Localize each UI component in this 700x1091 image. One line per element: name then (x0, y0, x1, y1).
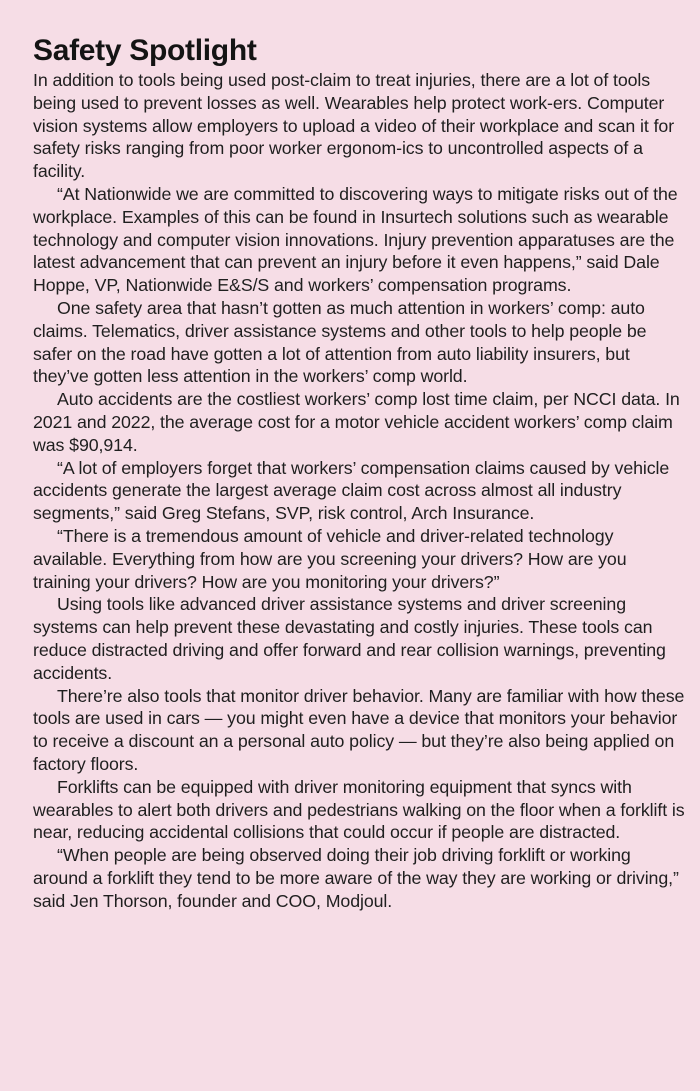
sidebar-title: Safety Spotlight (33, 34, 257, 67)
paragraph-stefans-quote: “A lot of employers forget that workers’ compensation claims caused by vehicle accidents generate the largest average claim cost across almost all industry segments,” said Greg Stefans, SVP, risk control, Arch Insurance. (33, 457, 670, 524)
paragraph-driver-assistance: Using tools like advanced driver assistance systems and driver screening systems can help prevent these devastating and costly injuries. These tools can reduce distracted driving and offer forward and rear collision warnings, preventing accidents. (33, 594, 666, 683)
paragraph-ncci-data: Auto accidents are the costliest workers’ comp lost time claim, per NCCI data. In 2021 and 2022, the average cost for a motor vehicle accident workers’ comp claim was $90,914. (33, 389, 680, 455)
paragraph-forklifts: Forklifts can be equipped with driver monitoring equipment that syncs with wearables to alert both drivers and pedestrians walking on the floor when a forklift is near, reducing accidental collisions that could occur if people are distracted. (33, 776, 685, 843)
paragraph-thorson-quote: “When people are being observed doing their job driving forklift or working around a forklift they tend to be more aware of the way they are working or driving,” said Jen Thorson, founder and COO, Modjoul. (33, 845, 679, 911)
paragraph-intro: In addition to tools being used post-claim to treat injuries, there are a lot of tools being used to prevent losses as well. Wearables help protect work-ers. Computer vision systems allow employers to upload a video of their workplace and scan it for safety risks ranging from poor worker ergonom-ics to uncontrolled aspects of a facility. (33, 70, 675, 182)
sidebar-body (33, 69, 686, 912)
paragraph-auto-claims: One safety area that hasn’t gotten as much attention in workers’ comp: auto claims. Telematics, driver assistance systems and other tools to help people be safer on the road have gotten a lot of attention from auto liability insurers, but they’ve gotten less attention in the workers’ comp world. (33, 297, 647, 387)
paragraph-hoppe-quote: “At Nationwide we are committed to discovering ways to mitigate risks out of the workplace. Examples of this can be found in Insurtech solutions such as wearable technology and computer vision innovations. Injury prevention apparatuses are the latest advancement that can prevent an injury before it even happens,” said Dale Hoppe, VP, Nationwide E&S/S and workers’ compensation programs. (33, 183, 678, 296)
paragraph-driver-behavior: There’re also tools that monitor driver behavior. Many are familiar with how these tools are used in cars — you might even have a device that monitors your behavior to receive a discount an a personal auto policy — but they’re also being applied on factory floors. (33, 685, 685, 774)
paragraph-stefans-quote-continued: “There is a tremendous amount of vehicle and driver-related technology available. Everything from how are you screening your drivers? How are you training your drivers? How are you monitoring your drivers?” (33, 525, 627, 592)
